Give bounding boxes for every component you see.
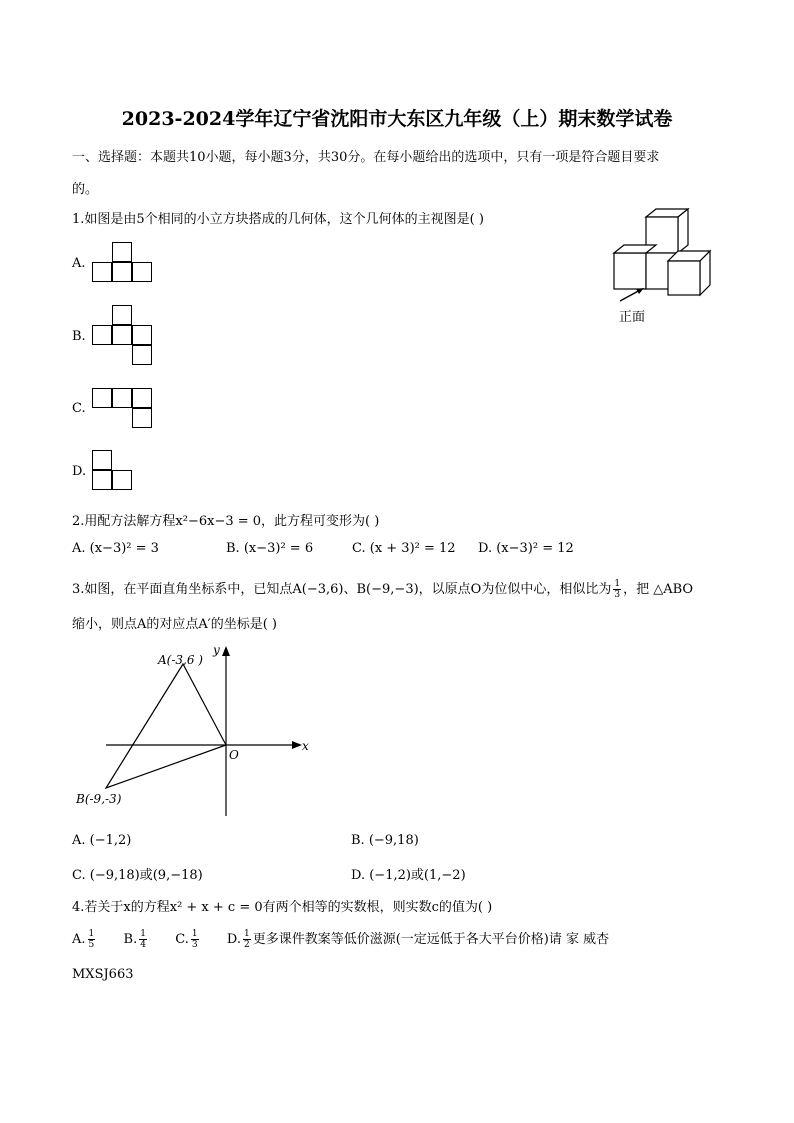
label-y-axis: y xyxy=(213,643,220,657)
q3-coordinate-figure xyxy=(70,640,320,820)
q4-option-a-label: A. xyxy=(72,932,86,947)
q3-stem-a: 3.如图，在平面直角坐标系中，已知点A(−3,6)、B(−9,−3)，以原点O为位似中心，相似比为 xyxy=(72,582,612,597)
section-instructions-line2: 的。 xyxy=(72,182,99,197)
triangle-abo xyxy=(106,664,226,788)
q3-option-a: A. (−1,2) xyxy=(72,833,132,848)
promo-text: 更多课件教案等低价滋源(一定远低于各大平台价格)请 家 威杏 xyxy=(252,932,610,947)
q4-option-c-label: C. xyxy=(175,932,189,947)
q1-option-b-label: B. xyxy=(72,329,86,344)
q2-option-d: D. (x−3)² = 12 xyxy=(478,541,574,556)
q1-stem: 1.如图是由5个相同的小立方块搭成的几何体，这个几何体的主视图是( ) xyxy=(72,212,484,227)
promo-code: MXSJ663 xyxy=(72,967,134,982)
label-point-a: A(-3,6 ) xyxy=(158,653,203,667)
q3-option-d: D. (−1,2)或(1,−2) xyxy=(351,868,466,883)
q3-option-b: B. (−9,18) xyxy=(351,833,419,848)
q2-option-c: C. (x + 3)² = 12 xyxy=(352,541,456,556)
q2-option-a: A. (x−3)² = 3 xyxy=(72,541,159,556)
q4-option-c-fraction: $\frac{1}{3}$ xyxy=(191,929,198,950)
label-origin: O xyxy=(229,748,239,762)
q4-option-b-fraction: $\frac{1}{4}$ xyxy=(140,929,146,950)
label-point-b: B(-9,-3) xyxy=(76,792,122,806)
q1-option-d-label: D. xyxy=(72,464,87,479)
q3-stem-b: ，把 △ABO xyxy=(623,582,694,597)
q3-stem-line2: 缩小，则点A的对应点A′的坐标是( ) xyxy=(72,617,278,632)
y-axis-arrow xyxy=(222,646,230,656)
q3-stem-line1 xyxy=(72,578,693,600)
q4-option-a-fraction: $\frac{1}{5}$ xyxy=(88,929,95,950)
q3-option-c: C. (−9,18)或(9,−18) xyxy=(72,868,203,883)
label-x-axis: x xyxy=(302,739,309,753)
page-title: 2023-2024学年辽宁省沈阳市大东区九年级（上）期末数学试卷 xyxy=(121,108,673,130)
q2-option-b: B. (x−3)² = 6 xyxy=(226,541,314,556)
section-instructions-line1: 一、选择题：本题共10小题，每小题3分，共30分。在每小题给出的选项中，只有一项是符合题目要求 xyxy=(72,150,660,165)
q1-front-label: 正面 xyxy=(619,310,646,325)
q4-stem: 4.若关于x的方程x² + x + c = 0有两个相等的实数根，则实数c的值为( ) xyxy=(72,900,493,915)
q4-option-d-fraction: $\frac{1}{2}$ xyxy=(243,929,250,950)
q1-option-c-label: C. xyxy=(72,401,86,416)
q4-option-d-label: D. xyxy=(226,932,241,947)
q4-options-row xyxy=(72,928,609,950)
q3-ratio-fraction: $\frac{1}{3}$ xyxy=(614,579,621,600)
q2-stem: 2.用配方法解方程x²−6x−3 = 0，此方程可变形为( ) xyxy=(72,514,380,529)
x-axis-arrow xyxy=(292,741,302,749)
q4-option-b-label: B. xyxy=(123,932,138,947)
q1-option-a-label: A. xyxy=(72,256,86,271)
